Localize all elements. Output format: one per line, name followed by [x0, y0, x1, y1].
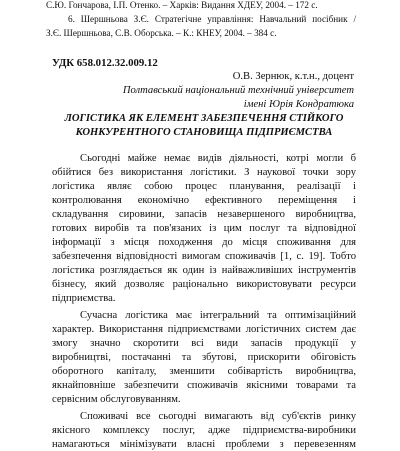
paragraph-line: інформації з місця походження до місця споживання для: [52, 237, 356, 248]
paragraph-line: підприємства.: [52, 293, 116, 304]
affiliation-line: імені Юрія Кондратюка: [243, 99, 354, 110]
affiliation-line: Полтавський національний технічний університет: [122, 85, 354, 96]
paragraph-line: складування сировини, запасів незавершеного виробництва,: [52, 209, 356, 220]
paragraph-line: Споживачі все сьогодні вимагають від суб'єктів ринку: [80, 411, 356, 422]
paragraph-line: Сучасна логістика має інтегральний та оптимізаційний: [80, 310, 356, 321]
paragraph-line: намагаються мінімізувати власні проблеми з перевезенням: [52, 439, 356, 450]
reference-line: С.Ю. Гончарова, І.П. Отенко. – Харків: Видання ХДЕУ, 2004. – 172 с.: [46, 0, 318, 10]
author-line: О.В. Зернюк, к.т.н., доцент: [232, 71, 354, 82]
paragraph-line: забезпечення відповідності вимогам споживачів [1, с. 19]. Тобто: [52, 251, 356, 262]
paragraph-line: логістика розглядається як один із найважливіших інструментів: [52, 265, 356, 276]
udk-code: УДК 658.012.32.009.12: [52, 57, 158, 69]
paragraph-line: бізнесу, який дозволяє раціонально використовувати ресурси: [52, 279, 356, 290]
paragraph-line: якісного комплексу послуг, адже підприємства-виробники: [52, 425, 356, 436]
article-title: ЛОГІСТИКА ЯК ЕЛЕМЕНТ ЗАБЕЗПЕЧЕННЯ СТІЙКОГО: [64, 113, 344, 124]
paragraph-line: якнайповніше забезпечити споживачів якісними товарами та: [52, 380, 356, 391]
paragraph-line: логістика являє собою процес планування, реалізації і: [52, 181, 356, 192]
paragraph-line: оборотного капіталу, зменшити собівартість виробництва,: [52, 366, 356, 377]
reference-line: З.Є. Шершньова, С.В. Оборська. – К.: КНЕУ, 2004. – 384 с.: [46, 28, 277, 38]
paragraph-line: змогу значно скоротити всі види запасів продукції у: [52, 338, 356, 349]
paragraph-line: характер. Використання підприємствами логістичних систем дає: [52, 324, 356, 335]
paragraph-line: Сьогодні майже немає видів діяльності, котрі могли б: [80, 153, 356, 164]
paragraph-line: виробництві, постачанні та збутові, прискорити обіговість: [52, 352, 356, 363]
paragraph-line: контролювання економічно ефективного переміщення і: [52, 195, 356, 206]
paragraph-line: обійтися без використання логістики. З наукової точки зору: [52, 167, 356, 178]
article-title: КОНКУРЕНТНОГО СТАНОВИЩА ПІДПРИЄМСТВА: [75, 127, 333, 138]
paragraph-line: сервісним обслуговуванням.: [52, 394, 181, 405]
paragraph-line: готових виробів та пов'язаних із цим послуг та відповідної: [52, 223, 356, 234]
reference-line: 6. Шершньова З.Є. Стратегічне управління: Навчальний посібник /: [68, 14, 356, 24]
